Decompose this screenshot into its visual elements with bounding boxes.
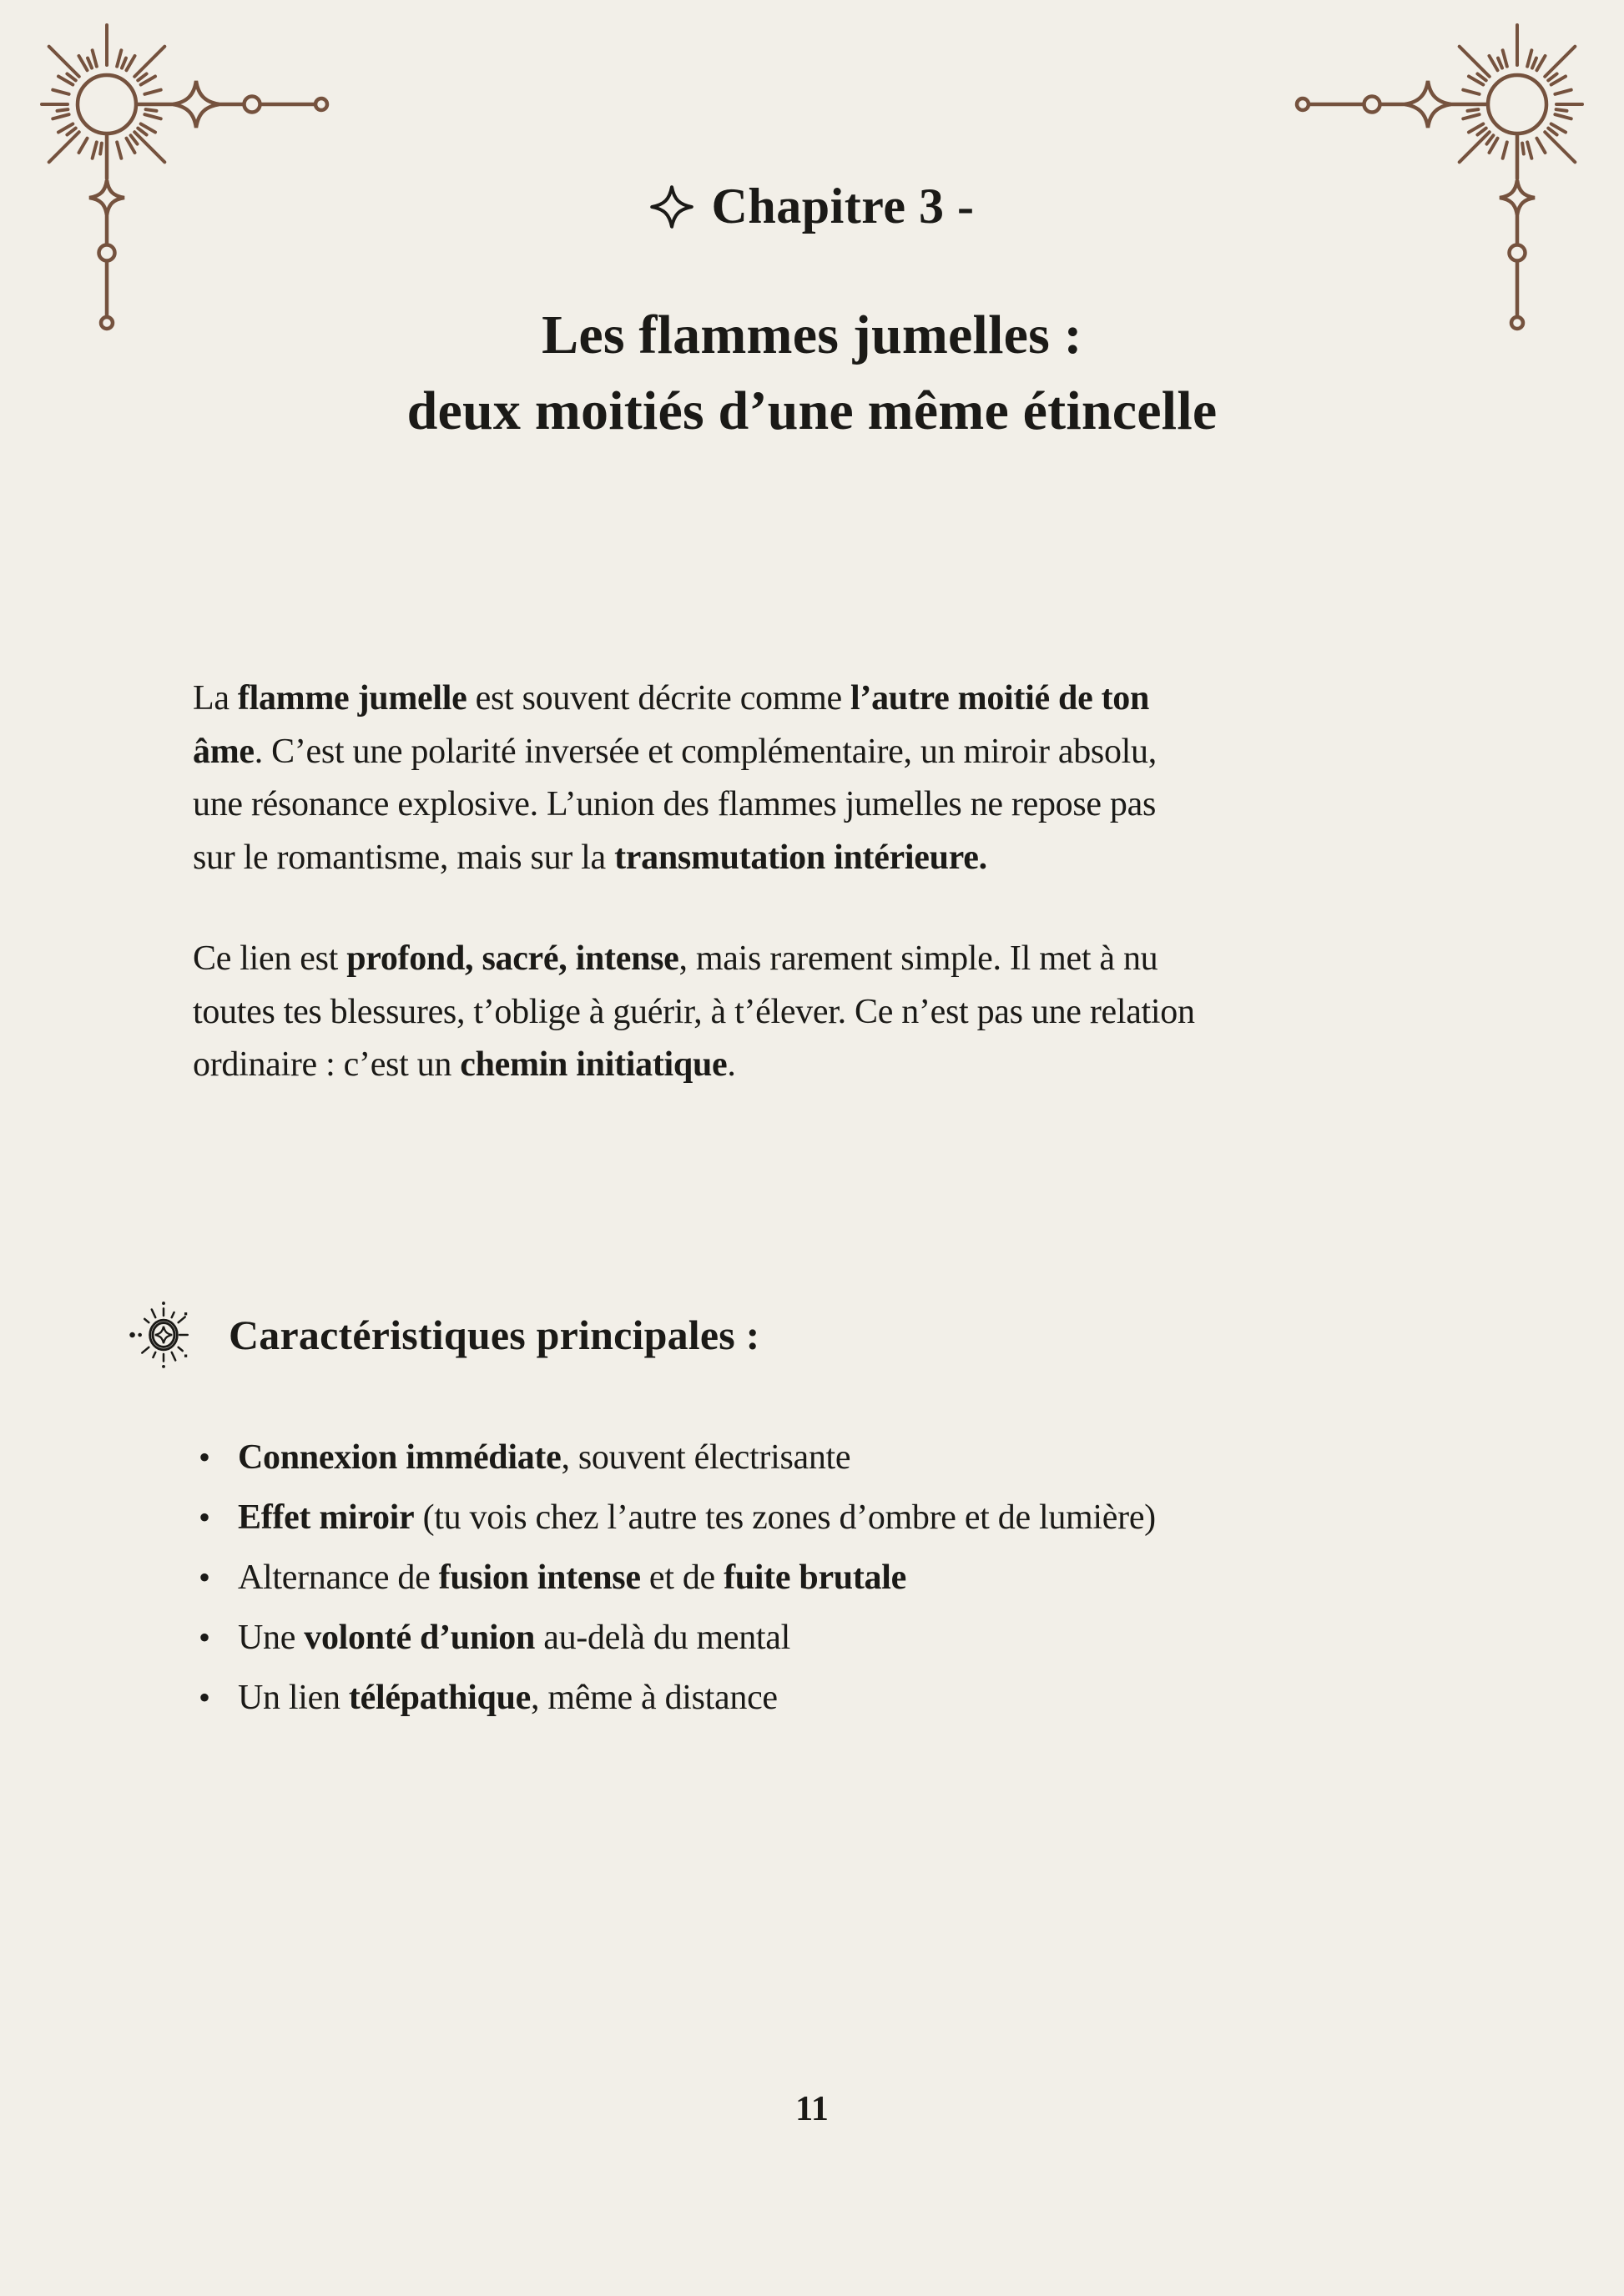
bullet-dot: • — [199, 1619, 210, 1656]
section-header — [124, 1295, 759, 1375]
sun-burst-icon — [124, 1295, 204, 1375]
bullet-text: Une volonté d’union au-delà du mental — [238, 1619, 791, 1657]
text-line: Ce lien est profond, sacré, intense, mais rarement simple. Il met à nu — [193, 939, 1158, 978]
bullet-list — [199, 1427, 1156, 1728]
page-number: 11 — [795, 2090, 829, 2128]
chapter-label — [0, 169, 1624, 244]
title-line: deux moitiés d’une même étincelle — [406, 380, 1218, 441]
paragraph — [193, 933, 1195, 1092]
corner-sun-ornament-icon — [0, 0, 334, 334]
text-line: La flamme jumelle est souvent décrite comme l’autre moitié de ton — [193, 679, 1150, 718]
list-item — [199, 1427, 1156, 1488]
chapter-text: Chapitre 3 - — [711, 179, 975, 234]
page-title — [0, 297, 1624, 449]
list-item — [199, 1548, 1156, 1608]
bullet-dot: • — [199, 1438, 210, 1476]
text-line: une résonance explosive. L’union des flammes jumelles ne repose pas — [193, 785, 1157, 823]
text-line: âme. C’est une polarité inversée et complémentaire, un miroir absolu, — [193, 732, 1157, 771]
text-line: sur le romantisme, mais sur la transmutation intérieure. — [193, 838, 987, 877]
corner-sun-ornament-icon — [1290, 0, 1624, 334]
list-item — [199, 1608, 1156, 1668]
bullet-text: Un lien télépathique, même à distance — [238, 1679, 778, 1717]
paragraph — [193, 672, 1157, 884]
text-line: toutes tes blessures, t’oblige à guérir, à t’élever. Ce n’est pas une relation — [193, 992, 1195, 1031]
bullet-dot: • — [199, 1679, 210, 1716]
list-item — [199, 1668, 1156, 1728]
title-line: Les flammes jumelles : — [542, 305, 1082, 365]
bullet-text: Alternance de fusion intense et de fuite brutale — [238, 1558, 906, 1597]
text-line: ordinaire : c’est un chemin initiatique. — [193, 1045, 736, 1084]
list-item — [199, 1488, 1156, 1548]
bullet-dot: • — [199, 1498, 210, 1536]
section-heading: Caractéristiques principales : — [229, 1312, 760, 1358]
sparkle-icon — [650, 183, 693, 231]
bullet-dot: • — [199, 1558, 210, 1596]
bullet-text: Connexion immédiate, souvent électrisante — [238, 1438, 851, 1477]
bullet-text: Effet miroir (tu vois chez l’autre tes zones d’ombre et de lumière) — [238, 1498, 1156, 1537]
